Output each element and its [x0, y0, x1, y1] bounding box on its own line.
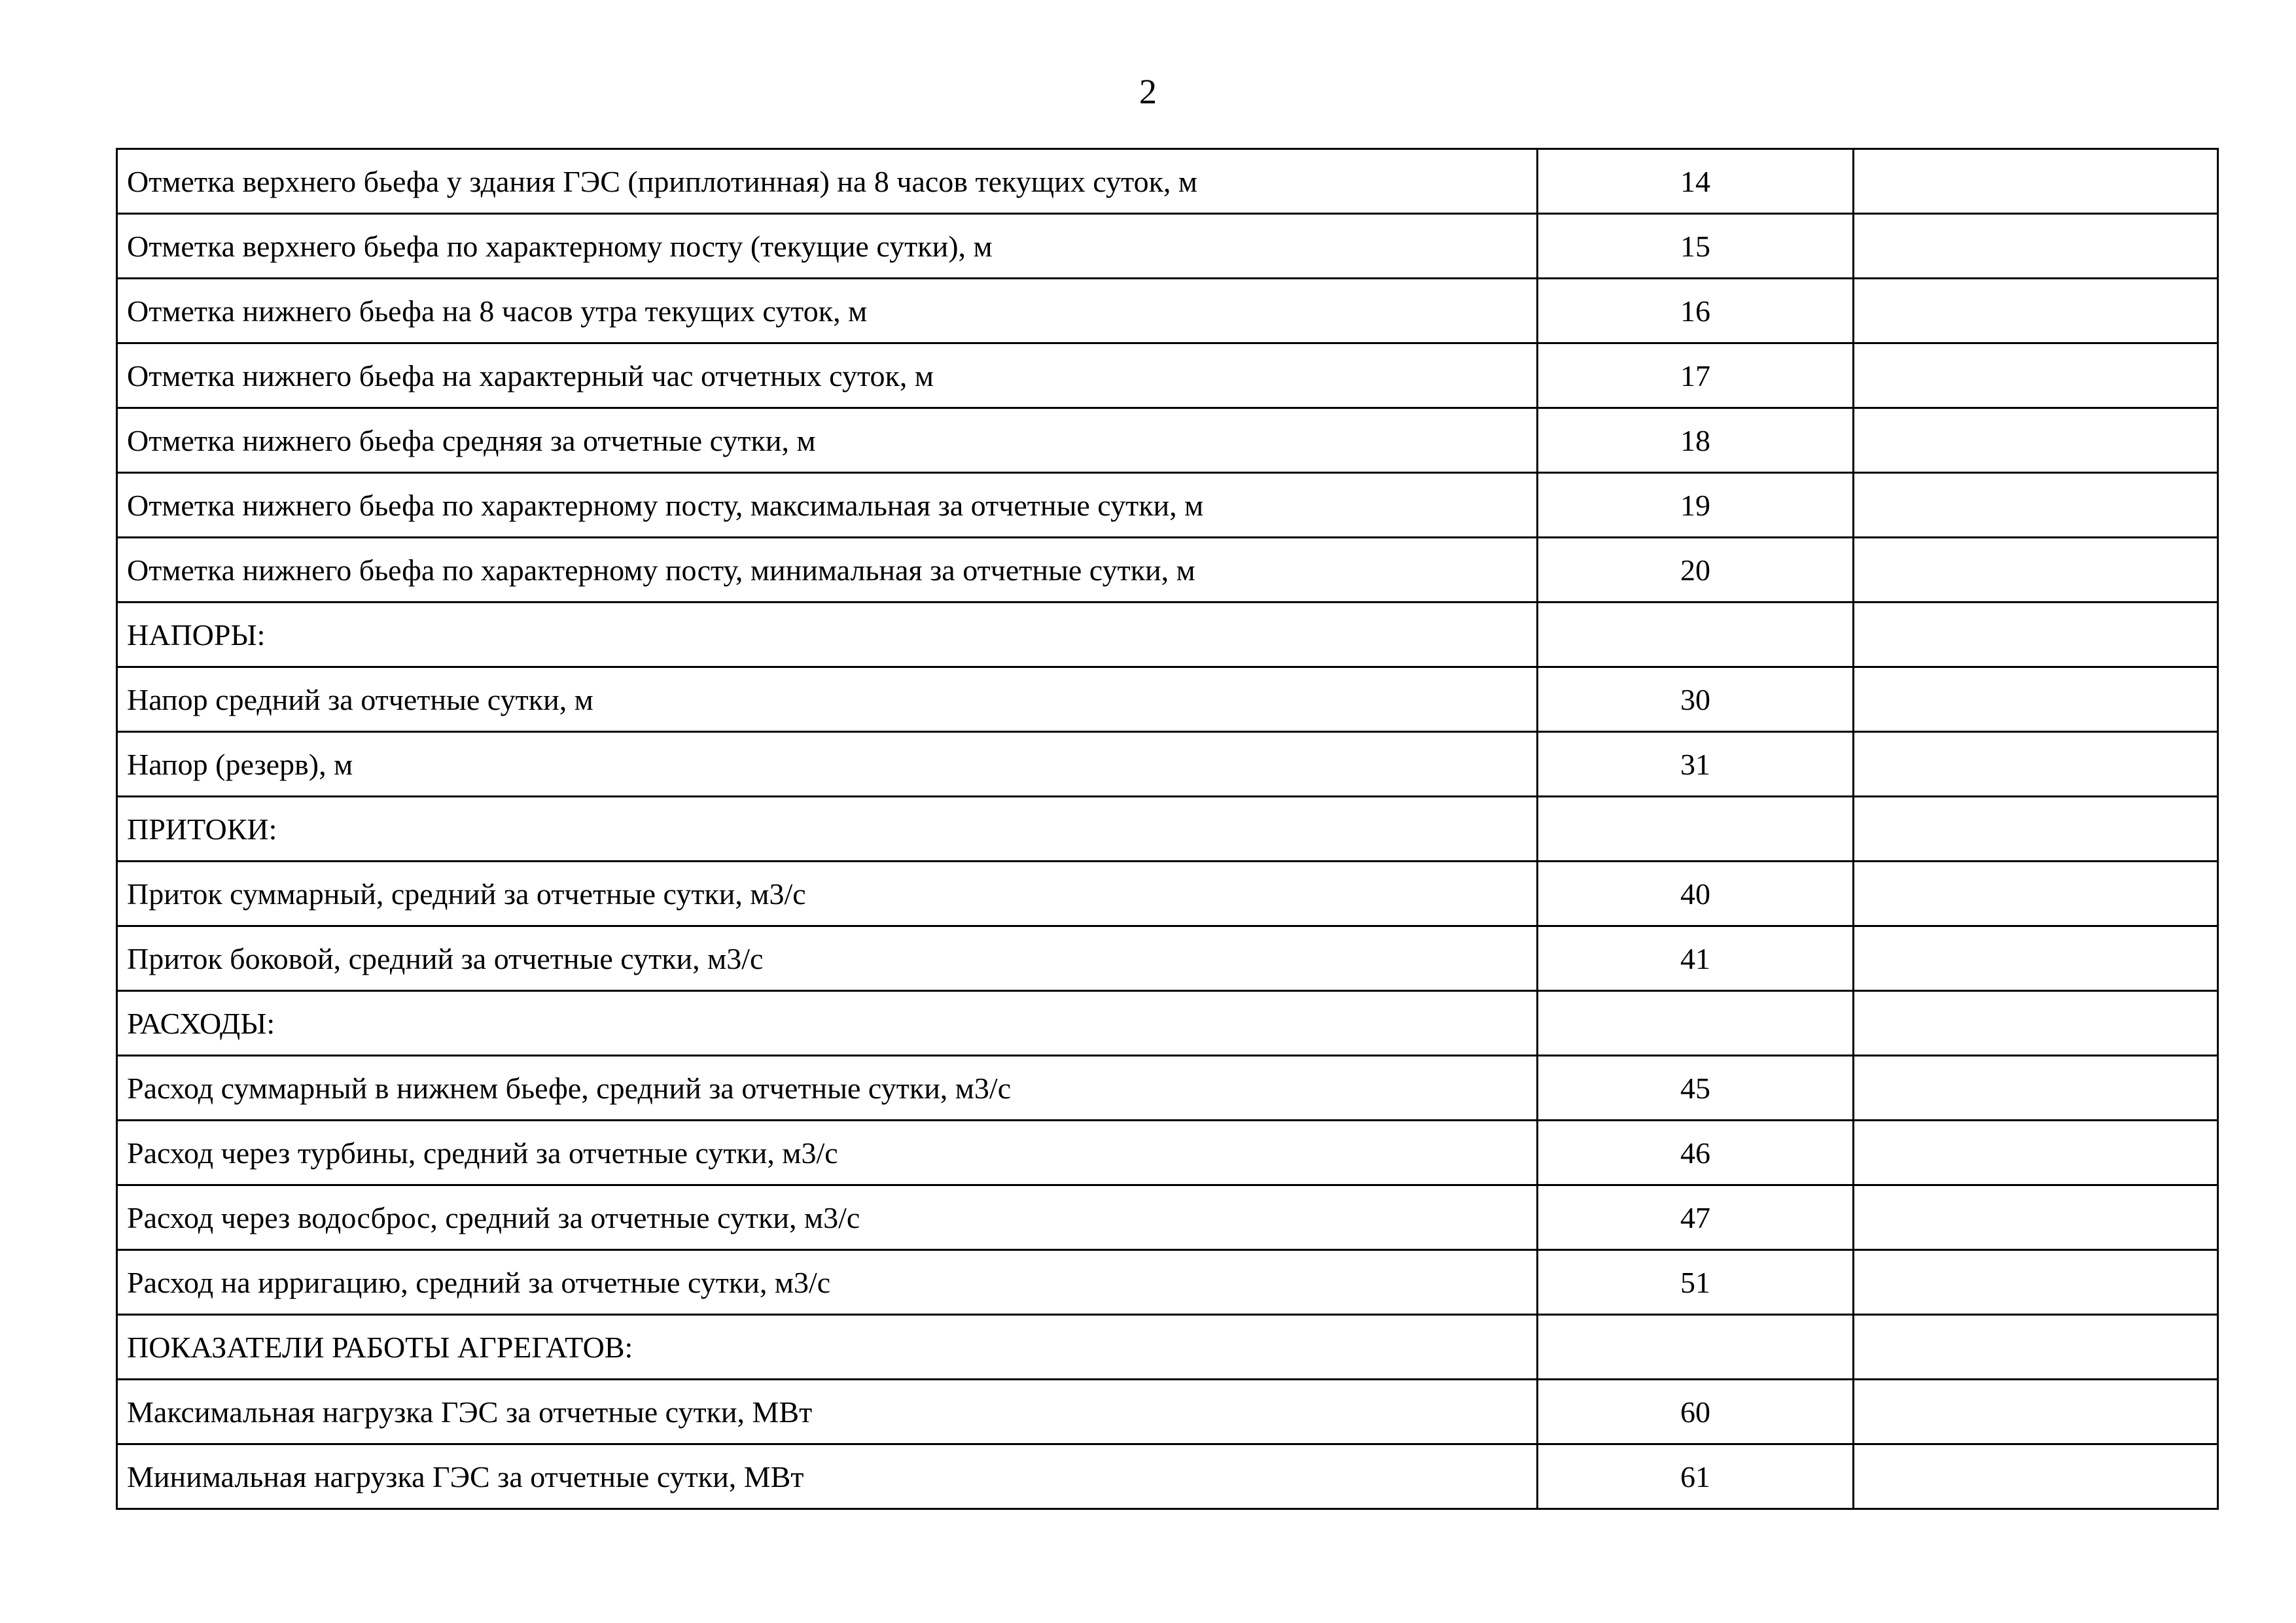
row-code — [1538, 1315, 1854, 1380]
row-value-cell — [1854, 408, 2218, 473]
row-label: Расход через турбины, средний за отчетные сутки, м3/с — [117, 1121, 1538, 1185]
row-code: 30 — [1538, 667, 1854, 732]
row-code: 20 — [1538, 538, 1854, 602]
table-row — [117, 602, 2218, 667]
table-row — [117, 343, 2218, 408]
row-label: Расход суммарный в нижнем бьефе, средний за отчетные сутки, м3/с — [117, 1056, 1538, 1121]
row-code: 15 — [1538, 214, 1854, 279]
row-value-cell — [1854, 1380, 2218, 1444]
row-value-cell — [1854, 214, 2218, 279]
report-table-body — [117, 149, 2218, 1509]
row-label: ПОКАЗАТЕЛИ РАБОТЫ АГРЕГАТОВ: — [117, 1315, 1538, 1380]
table-row — [117, 991, 2218, 1056]
table-row — [117, 1444, 2218, 1509]
row-label: ПРИТОКИ: — [117, 797, 1538, 862]
row-code: 14 — [1538, 149, 1854, 214]
table-row — [117, 408, 2218, 473]
row-value-cell — [1854, 343, 2218, 408]
table-row — [117, 732, 2218, 797]
row-code — [1538, 602, 1854, 667]
table-row — [117, 473, 2218, 538]
row-label: Отметка верхнего бьефа по характерному посту (текущие сутки), м — [117, 214, 1538, 279]
row-value-cell — [1854, 1250, 2218, 1315]
report-table — [116, 148, 2219, 1510]
row-value-cell — [1854, 279, 2218, 343]
row-value-cell — [1854, 926, 2218, 991]
table-row — [117, 1056, 2218, 1121]
row-label: Отметка верхнего бьефа у здания ГЭС (приплотинная) на 8 часов текущих суток, м — [117, 149, 1538, 214]
table-row — [117, 1380, 2218, 1444]
row-value-cell — [1854, 1056, 2218, 1121]
row-code: 51 — [1538, 1250, 1854, 1315]
row-code: 19 — [1538, 473, 1854, 538]
row-code: 31 — [1538, 732, 1854, 797]
row-label: Напор средний за отчетные сутки, м — [117, 667, 1538, 732]
row-value-cell — [1854, 473, 2218, 538]
row-code: 41 — [1538, 926, 1854, 991]
row-value-cell — [1854, 667, 2218, 732]
table-row — [117, 1250, 2218, 1315]
row-code: 16 — [1538, 279, 1854, 343]
page-number: 2 — [1139, 72, 1157, 111]
row-value-cell — [1854, 1121, 2218, 1185]
row-value-cell — [1854, 732, 2218, 797]
row-label: Отметка нижнего бьефа по характерному посту, минимальная за отчетные сутки, м — [117, 538, 1538, 602]
table-row — [117, 149, 2218, 214]
row-label: Отметка нижнего бьефа средняя за отчетные сутки, м — [117, 408, 1538, 473]
row-code: 46 — [1538, 1121, 1854, 1185]
row-code: 45 — [1538, 1056, 1854, 1121]
row-value-cell — [1854, 538, 2218, 602]
row-label: Расход на ирригацию, средний за отчетные сутки, м3/с — [117, 1250, 1538, 1315]
row-label: НАПОРЫ: — [117, 602, 1538, 667]
table-row — [117, 279, 2218, 343]
row-value-cell — [1854, 862, 2218, 926]
row-value-cell — [1854, 1444, 2218, 1509]
table-row — [117, 538, 2218, 602]
row-code: 61 — [1538, 1444, 1854, 1509]
row-label: Отметка нижнего бьефа на 8 часов утра текущих суток, м — [117, 279, 1538, 343]
table-row — [117, 1185, 2218, 1250]
row-code — [1538, 797, 1854, 862]
row-code: 18 — [1538, 408, 1854, 473]
row-code: 60 — [1538, 1380, 1854, 1444]
table-row — [117, 667, 2218, 732]
table-row — [117, 1121, 2218, 1185]
row-value-cell — [1854, 991, 2218, 1056]
row-value-cell — [1854, 1315, 2218, 1380]
row-label: Приток суммарный, средний за отчетные сутки, м3/с — [117, 862, 1538, 926]
row-value-cell — [1854, 797, 2218, 862]
table-row — [117, 862, 2218, 926]
row-label: Отметка нижнего бьефа по характерному посту, максимальная за отчетные сутки, м — [117, 473, 1538, 538]
row-code — [1538, 991, 1854, 1056]
row-label: Максимальная нагрузка ГЭС за отчетные сутки, МВт — [117, 1380, 1538, 1444]
row-value-cell — [1854, 1185, 2218, 1250]
table-row — [117, 214, 2218, 279]
row-label: Отметка нижнего бьефа на характерный час отчетных суток, м — [117, 343, 1538, 408]
row-label: Минимальная нагрузка ГЭС за отчетные сутки, МВт — [117, 1444, 1538, 1509]
row-value-cell — [1854, 602, 2218, 667]
table-row — [117, 926, 2218, 991]
row-label: Напор (резерв), м — [117, 732, 1538, 797]
table-row — [117, 1315, 2218, 1380]
row-label: Приток боковой, средний за отчетные сутки, м3/с — [117, 926, 1538, 991]
row-code: 47 — [1538, 1185, 1854, 1250]
row-value-cell — [1854, 149, 2218, 214]
table-row — [117, 797, 2218, 862]
row-code: 40 — [1538, 862, 1854, 926]
row-label: Расход через водосброс, средний за отчетные сутки, м3/с — [117, 1185, 1538, 1250]
row-code: 17 — [1538, 343, 1854, 408]
row-label: РАСХОДЫ: — [117, 991, 1538, 1056]
